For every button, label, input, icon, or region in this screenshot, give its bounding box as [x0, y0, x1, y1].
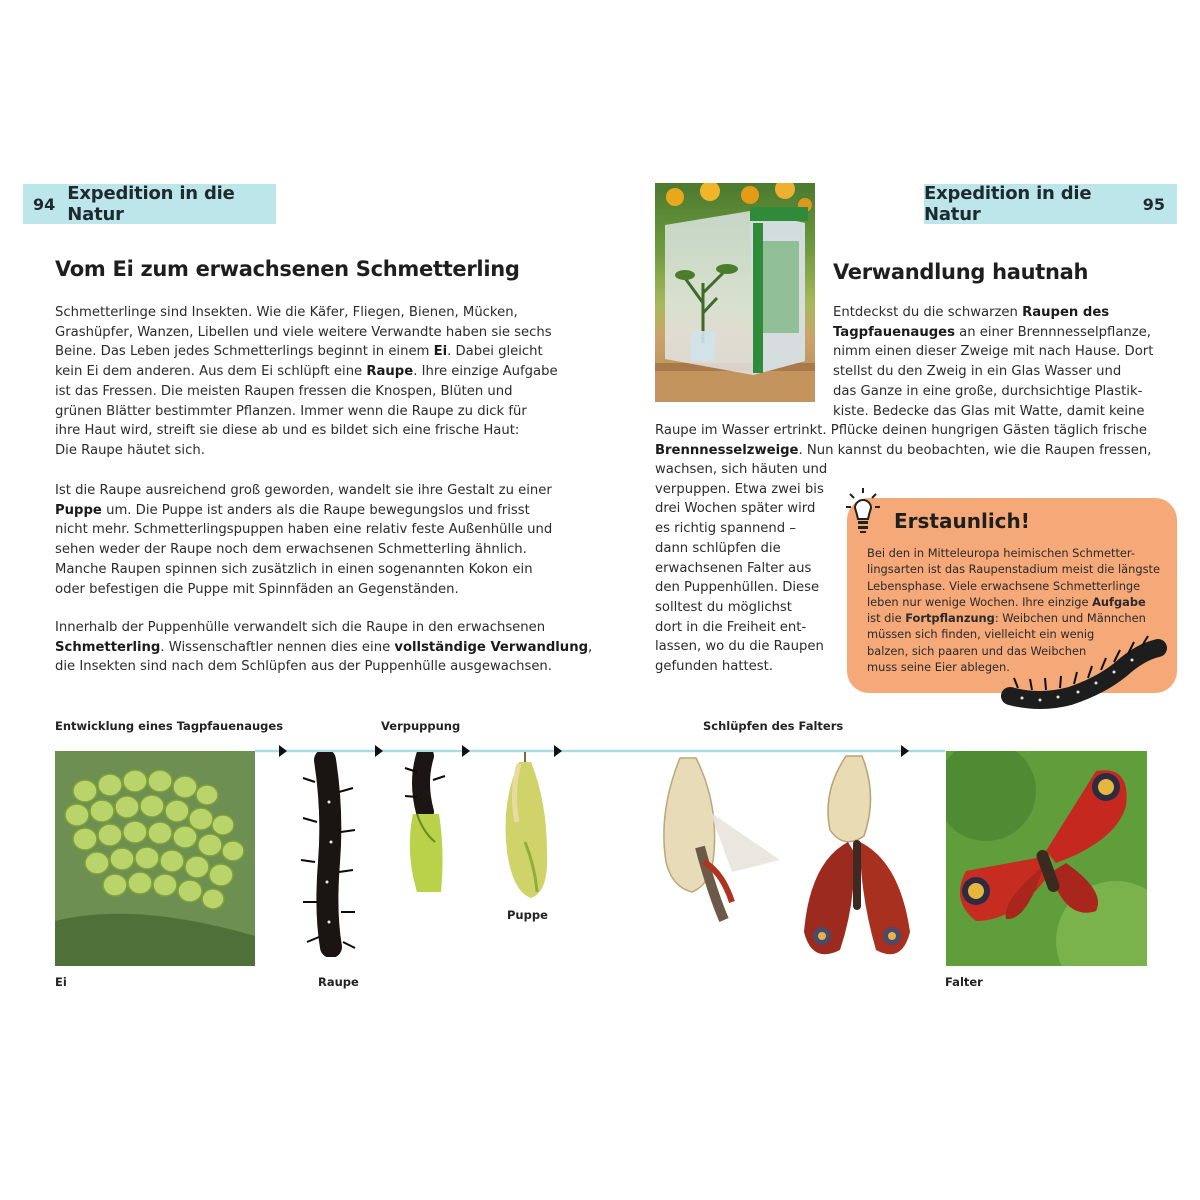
text-line: grünen Blätter bestimmter Pflanzen. Immer wenn die Raupe zu dick für — [55, 403, 527, 419]
text-line: verpuppen. Etwa zwei bis — [655, 481, 824, 497]
emerging-butterfly-photo — [800, 752, 915, 974]
text-line: Tagpfauenauges an einer Brennnesselpflanze, — [833, 324, 1151, 340]
text-line: Raupe im Wasser ertrinkt. Pflücke deinen hungrigen Gästen täglich frische — [655, 423, 1147, 438]
text-line: dann schlüpfen die — [655, 540, 781, 556]
text-line: die Insekten sind nach dem Schlüpfen aus der Puppenhülle ausgewachsen. — [55, 659, 552, 675]
text-line: das Ganze in eine große, durchsichtige Plastik- — [833, 383, 1143, 399]
section-title: Expedition in die Natur — [924, 183, 1092, 225]
article-title: Vom Ei zum erwachsenen Schmetterling — [55, 257, 520, 281]
text-line: kein Ei dem anderen. Aus dem Ei schlüpft eine Raupe. Ihre einzige Aufgabe — [55, 364, 558, 380]
text-line: Beine. Das Leben jedes Schmetterlings beginnt in einem Ei. Dabei gleicht — [55, 344, 543, 360]
text-line: wachsen, sich häuten und — [655, 462, 828, 477]
text-line: ist das Fressen. Die meisten Raupen fressen die Knospen, Blüten und — [55, 383, 513, 399]
text-line: nicht mehr. Schmetterlingspuppen haben eine relativ feste Außenhülle und — [55, 522, 553, 538]
stage-caption: Raupe — [318, 975, 359, 989]
paragraph — [55, 481, 553, 599]
text-line: balzen, sich paaren und das Weibchen — [867, 643, 1087, 658]
tip-title: Erstaunlich! — [894, 509, 1030, 533]
development-heading: Entwicklung eines Tagpfauenauges — [55, 719, 284, 733]
paragraph — [55, 618, 593, 677]
text-line: leben nur wenige Wochen. Ihre einzige Aufgabe — [867, 594, 1146, 609]
page-number: 94 — [33, 194, 56, 214]
text-line: Grashüpfer, Wanzen, Libellen und viele weitere Verwandte haben sie sechs — [55, 324, 552, 340]
text-line: Entdeckst du die schwarzen Raupen des — [833, 305, 1110, 320]
text-line: Lebensphase. Viele erwachsene Schmetterlinge — [867, 578, 1141, 593]
stage-caption: Falter — [945, 975, 983, 989]
text-line: müssen sich finden, vielleicht ein wenig — [867, 627, 1095, 642]
paragraph — [655, 421, 1155, 460]
paragraph — [833, 303, 1163, 421]
paragraph — [655, 460, 835, 677]
text-line: Innerhalb der Puppenhülle verwandelt sich die Raupe in den erwachsenen — [55, 620, 546, 635]
text-line: muss seine Eier ablegen. — [867, 660, 1010, 675]
text-line: Schmetterlinge sind Insekten. Wie die Käfer, Fliegen, Bienen, Mücken, — [55, 305, 518, 320]
text-line: oder befestigen die Puppe mit Spinnfäden an Gegenständen. — [55, 581, 459, 597]
text-line: solltest du möglichst — [655, 599, 792, 615]
text-line: den Puppenhüllen. Diese — [655, 580, 820, 596]
text-line: Bei den in Mitteleuropa heimischen Schmetter- — [867, 546, 1135, 560]
text-line: dort in die Freiheit ent- — [655, 619, 807, 635]
text-line: Manche Raupen spinnen sich zusätzlich in einen sogenannten Kokon ein — [55, 561, 533, 577]
stage-caption: Puppe — [507, 908, 548, 922]
text-line: kiste. Bedecke das Glas mit Watte, damit keine — [833, 403, 1145, 419]
text-line: stellst du den Zweig in ein Glas Wasser und — [833, 364, 1122, 380]
page-header-right — [924, 184, 1177, 224]
text-line: drei Wochen später wird — [655, 501, 816, 517]
text-line: erwachsenen Falter aus — [655, 560, 812, 576]
page-header-left — [23, 184, 276, 224]
text-line: Ist die Raupe ausreichend groß geworden, wandelt sie ihre Gestalt zu einer — [55, 483, 552, 498]
terrarium-photo — [655, 183, 815, 402]
section-title: Expedition in die Natur — [67, 183, 235, 225]
lightbulb-icon — [845, 486, 881, 536]
text-line: lingsarten ist das Raupenstadium meist die längste — [867, 562, 1160, 577]
egg-photo — [55, 751, 255, 966]
text-line: Schmetterling. Wissenschaftler nennen dies eine vollständige Verwandlung, — [55, 639, 593, 655]
stage-label: Schlüpfen des Falters — [703, 719, 844, 733]
text-line: gefunden hattest. — [655, 659, 774, 675]
caterpillar-photo — [295, 752, 365, 957]
text-line: nimm einen dieser Zweige mit nach Hause. Dort — [833, 344, 1154, 360]
text-line: Die Raupe häutet sich. — [55, 442, 205, 458]
chrysalis-photo — [495, 752, 555, 900]
pupating-caterpillar-photo — [395, 752, 455, 900]
text-line: es richtig spannend – — [655, 521, 796, 537]
text-line: lassen, wo du die Raupen — [655, 639, 824, 655]
caterpillar-illustration — [1000, 630, 1170, 715]
paragraph — [55, 303, 558, 461]
text-line: Puppe um. Die Puppe ist anders als die Raupe bewegungslos und frisst — [55, 502, 530, 518]
article-title-right: Verwandlung hautnah — [833, 260, 1089, 284]
stage-caption: Ei — [55, 975, 67, 989]
stage-label: Verpuppung — [381, 719, 461, 733]
text-line: Brennnesselzweige. Nun kannst du beobachten, wie die Raupen fressen, — [655, 442, 1152, 458]
emerging-butterfly-photo — [652, 752, 787, 924]
butterfly-photo — [946, 751, 1147, 966]
text-line: ist die Fortpflanzung: Weibchen und Männchen — [867, 611, 1146, 626]
text-line: sehen weder der Raupe noch dem erwachsenen Schmetterling ähnlich. — [55, 542, 527, 558]
page-number: 95 — [1142, 194, 1165, 214]
text-line: ihre Haut wird, streift sie diese ab und es bildet sich eine frische Haut: — [55, 423, 520, 439]
